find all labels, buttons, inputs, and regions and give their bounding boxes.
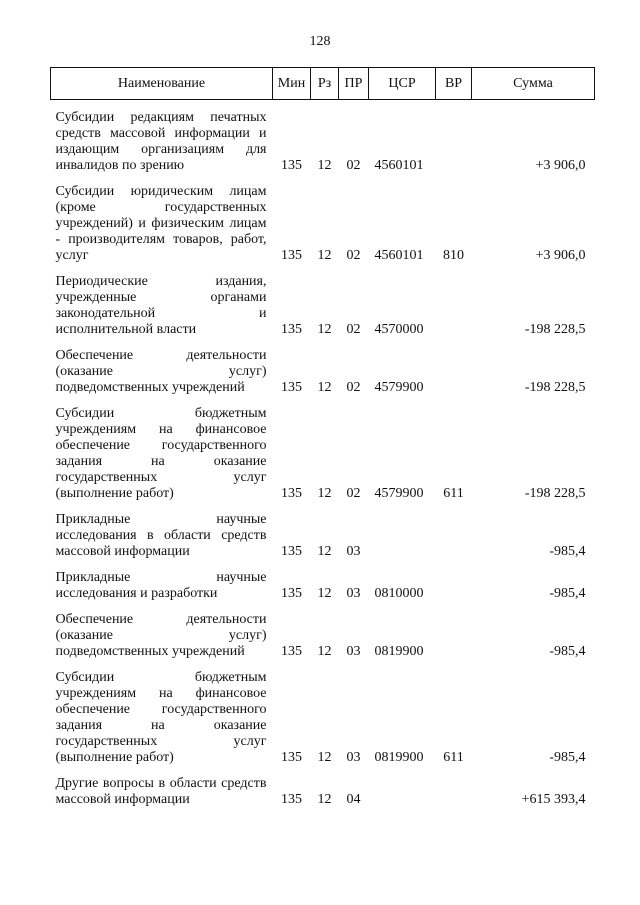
table-row <box>51 770 595 812</box>
table-row <box>51 606 595 664</box>
row-name: Субсидии юридическим лицам (кроме государственных учреждений) и физическим лицам - производителям товаров, работ, услуг <box>55 184 267 263</box>
table-row <box>51 104 595 178</box>
header-sum: Сумма <box>472 68 595 100</box>
row-name: Прикладные научные исследования в области средств массовой информации <box>55 512 267 559</box>
row-csr: 0810000 <box>374 586 424 601</box>
row-sum: +615 393,4 <box>521 792 586 807</box>
row-rz: 12 <box>317 544 332 559</box>
row-sum: -198 228,5 <box>524 380 586 395</box>
row-vr <box>436 564 472 606</box>
row-min: 135 <box>281 248 302 263</box>
row-vr <box>436 342 472 400</box>
row-pr: 02 <box>346 486 361 501</box>
row-csr <box>369 506 436 564</box>
table-body <box>51 100 595 813</box>
table-row <box>51 400 595 506</box>
row-name: Обеспечение деятельности (оказание услуг) подведомственных учреждений <box>55 612 267 659</box>
row-min: 135 <box>281 486 302 501</box>
table-row <box>51 178 595 268</box>
row-vr: 611 <box>443 486 464 501</box>
row-sum: -985,4 <box>549 644 586 659</box>
row-pr: 02 <box>346 380 361 395</box>
row-min: 135 <box>281 544 302 559</box>
row-rz: 12 <box>317 248 332 263</box>
row-name: Другие вопросы в области средств массовой информации <box>55 776 267 807</box>
table-row <box>51 506 595 564</box>
row-rz: 12 <box>317 750 332 765</box>
row-pr: 03 <box>346 644 361 659</box>
row-sum: -198 228,5 <box>524 486 586 501</box>
header-min: Мин <box>273 68 311 100</box>
header-rz: Рз <box>311 68 339 100</box>
header-pr: ПР <box>339 68 369 100</box>
row-pr: 02 <box>346 248 361 263</box>
row-rz: 12 <box>317 322 332 337</box>
row-csr: 4579900 <box>374 380 424 395</box>
table-row <box>51 564 595 606</box>
header-vr: ВР <box>436 68 472 100</box>
header-csr: ЦСР <box>369 68 436 100</box>
table-row <box>51 664 595 770</box>
table-header <box>51 68 595 100</box>
row-rz: 12 <box>317 380 332 395</box>
row-pr: 03 <box>346 544 361 559</box>
row-rz: 12 <box>317 792 332 807</box>
row-vr: 810 <box>443 248 464 263</box>
row-name: Периодические издания, учрежденные органами законодательной и исполнительной власти <box>55 274 267 337</box>
page-number: 128 <box>309 34 331 49</box>
header-name: Наименование <box>51 68 273 100</box>
row-name: Обеспечение деятельности (оказание услуг) подведомственных учреждений <box>55 348 267 395</box>
row-min: 135 <box>281 586 302 601</box>
row-vr <box>436 606 472 664</box>
row-rz: 12 <box>317 644 332 659</box>
row-name: Субсидии бюджетным учреждениям на финансовое обеспечение государственного задания на оказание государственных услуг (выполнение работ) <box>55 406 267 501</box>
row-sum: -198 228,5 <box>524 322 586 337</box>
row-pr: 03 <box>346 586 361 601</box>
row-sum: -985,4 <box>549 586 586 601</box>
row-min: 135 <box>281 322 302 337</box>
row-sum: +3 906,0 <box>535 248 586 263</box>
row-name: Прикладные научные исследования и разработки <box>55 570 267 601</box>
budget-table <box>50 67 595 812</box>
row-rz: 12 <box>317 486 332 501</box>
row-pr: 02 <box>346 322 361 337</box>
row-csr: 4560101 <box>374 158 424 173</box>
row-csr: 4560101 <box>374 248 424 263</box>
table-row <box>51 342 595 400</box>
table-row <box>51 268 595 342</box>
row-sum: +3 906,0 <box>535 158 586 173</box>
row-rz: 12 <box>317 158 332 173</box>
row-csr: 0819900 <box>374 750 424 765</box>
row-pr: 03 <box>346 750 361 765</box>
row-csr: 4579900 <box>374 486 424 501</box>
row-min: 135 <box>281 644 302 659</box>
row-csr <box>369 770 436 812</box>
row-min: 135 <box>281 158 302 173</box>
row-name: Субсидии редакциям печатных средств массовой информации и издающим организациям для инвалидов по зрению <box>55 110 267 173</box>
row-sum: -985,4 <box>549 544 586 559</box>
row-vr <box>436 104 472 178</box>
row-name: Субсидии бюджетным учреждениям на финансовое обеспечение государственного задания на оказание государственных услуг (выполнение работ) <box>55 670 267 765</box>
row-rz: 12 <box>317 586 332 601</box>
row-pr: 04 <box>346 792 361 807</box>
row-vr <box>436 268 472 342</box>
row-min: 135 <box>281 792 302 807</box>
row-csr: 0819900 <box>374 644 424 659</box>
row-vr <box>436 506 472 564</box>
row-min: 135 <box>281 750 302 765</box>
row-vr: 611 <box>443 750 464 765</box>
row-sum: -985,4 <box>549 750 586 765</box>
row-pr: 02 <box>346 158 361 173</box>
row-csr: 4570000 <box>374 322 424 337</box>
row-min: 135 <box>281 380 302 395</box>
row-vr <box>436 770 472 812</box>
